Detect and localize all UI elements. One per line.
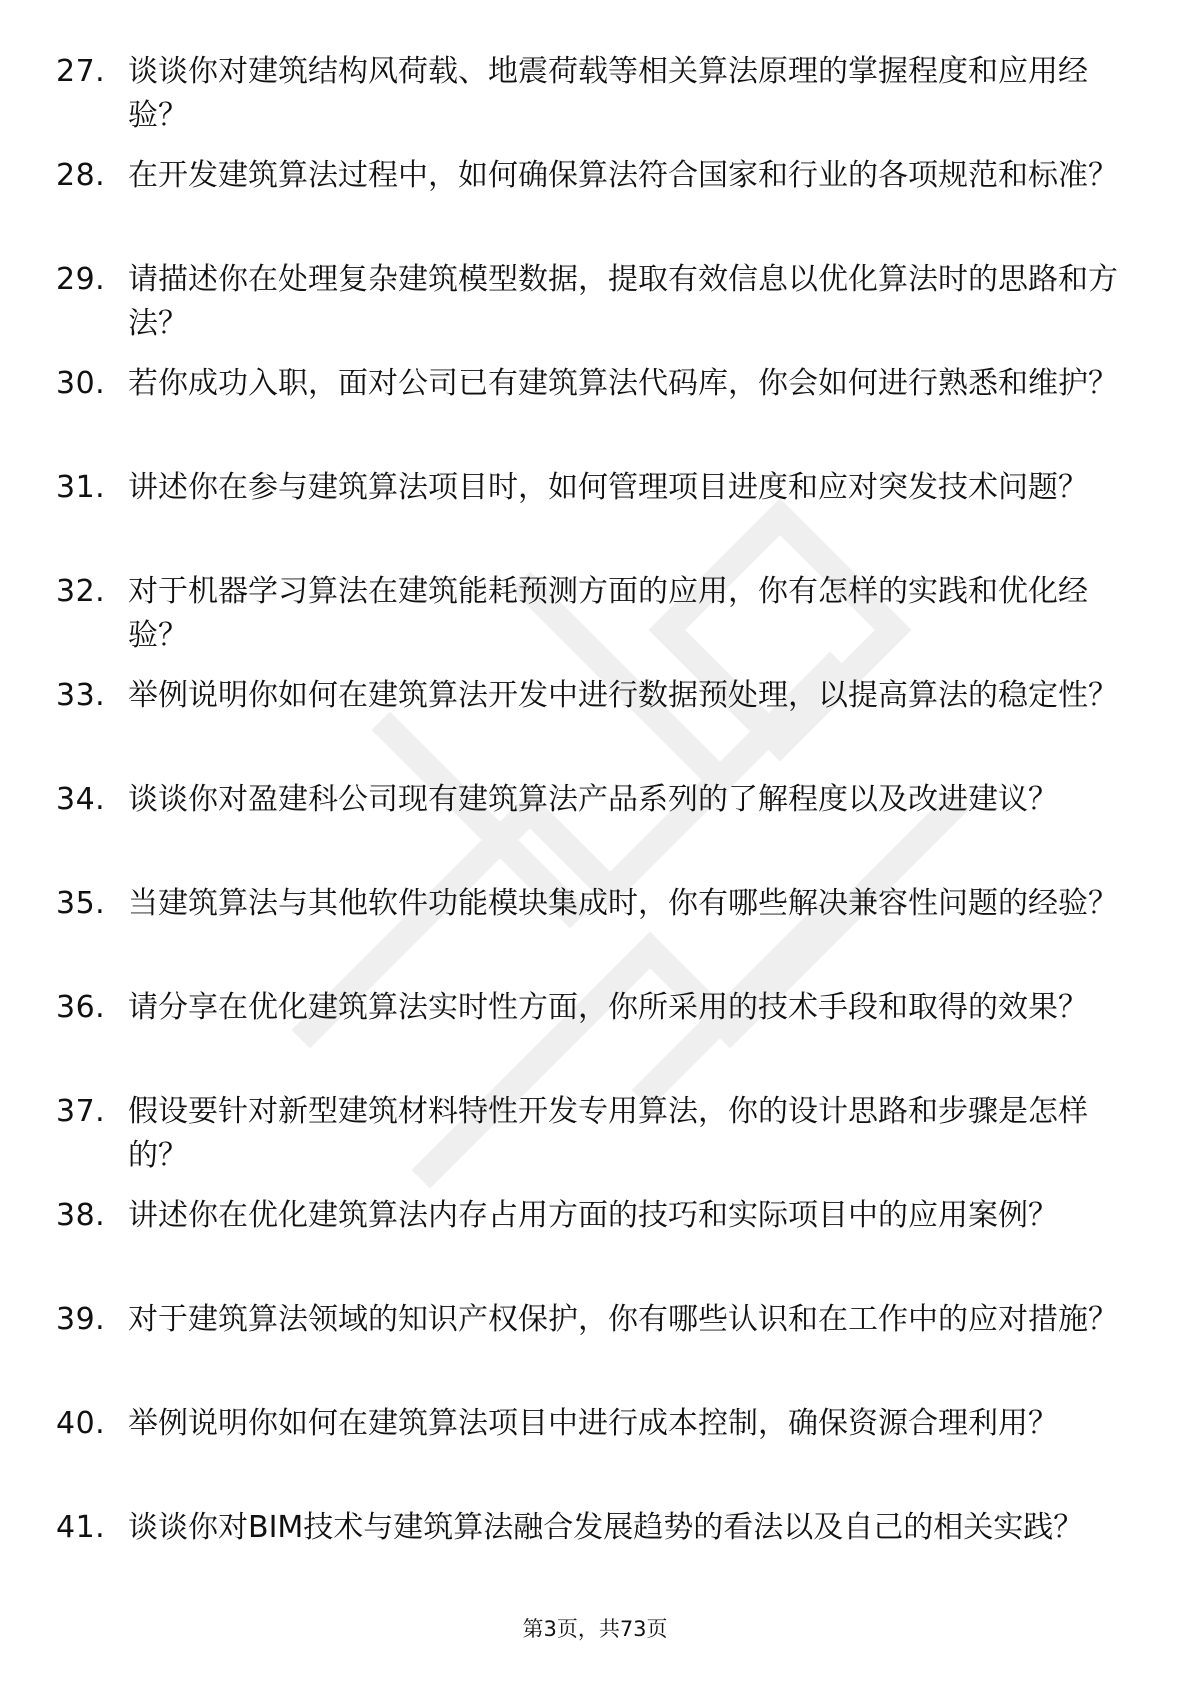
question-text: 谈谈你对BIM技术与建筑算法融合发展趋势的看法以及自己的相关实践？: [128, 1510, 1084, 1545]
question-item: [56, 466, 1126, 570]
question-number: 38.: [56, 1198, 106, 1233]
question-text: 讲述你在优化建筑算法内存占用方面的技巧和实际项目中的应用案例？: [128, 1198, 1058, 1233]
question-text: 举例说明你如何在建筑算法项目中进行成本控制，确保资源合理利用？: [128, 1406, 1058, 1441]
question-item: [56, 1506, 1126, 1610]
question-number: 37.: [56, 1094, 106, 1129]
question-number: 41.: [56, 1510, 106, 1545]
question-text: 举例说明你如何在建筑算法开发中进行数据预处理，以提高算法的稳定性？: [128, 678, 1118, 713]
question-item: [56, 258, 1126, 362]
question-item: [56, 674, 1126, 778]
question-number: 29.: [56, 262, 106, 297]
question-text: 请描述你在处理复杂建筑模型数据，提取有效信息以优化算法时的思路和方法？: [128, 262, 1118, 341]
question-number: 39.: [56, 1302, 106, 1337]
question-item: [56, 362, 1126, 466]
question-number: 31.: [56, 470, 106, 505]
question-item: [56, 986, 1126, 1090]
question-item: [56, 778, 1126, 882]
question-item: [56, 50, 1126, 154]
question-item: [56, 1194, 1126, 1298]
question-text: 对于机器学习算法在建筑能耗预测方面的应用，你有怎样的实践和优化经验？: [128, 574, 1088, 653]
question-text: 在开发建筑算法过程中，如何确保算法符合国家和行业的各项规范和标准？: [128, 158, 1118, 193]
question-item: [56, 570, 1126, 674]
question-item: [56, 1298, 1126, 1402]
question-item: [56, 1402, 1126, 1506]
question-text: 对于建筑算法领域的知识产权保护，你有哪些认识和在工作中的应对措施？: [128, 1302, 1118, 1337]
question-item: [56, 882, 1126, 986]
question-number: 35.: [56, 886, 106, 921]
question-text: 当建筑算法与其他软件功能模块集成时，你有哪些解决兼容性问题的经验？: [128, 886, 1118, 921]
question-number: 36.: [56, 990, 106, 1025]
question-text: 请分享在优化建筑算法实时性方面，你所采用的技术手段和取得的效果？: [128, 990, 1088, 1025]
question-number: 32.: [56, 574, 106, 609]
question-text: 若你成功入职，面对公司已有建筑算法代码库，你会如何进行熟悉和维护？: [128, 366, 1118, 401]
question-number: 40.: [56, 1406, 106, 1441]
question-item: [56, 1090, 1126, 1194]
question-number: 30.: [56, 366, 106, 401]
question-text: 谈谈你对盈建科公司现有建筑算法产品系列的了解程度以及改进建议？: [128, 782, 1058, 817]
page-footer: 第3页，共73页: [522, 1617, 668, 1641]
question-text: 讲述你在参与建筑算法项目时，如何管理项目进度和应对突发技术问题？: [128, 470, 1088, 505]
question-list: [56, 50, 1126, 1610]
question-item: [56, 154, 1126, 258]
question-number: 33.: [56, 678, 106, 713]
question-text: 假设要针对新型建筑材料特性开发专用算法，你的设计思路和步骤是怎样的？: [128, 1094, 1088, 1173]
question-number: 27.: [56, 54, 106, 89]
question-text: 谈谈你对建筑结构风荷载、地震荷载等相关算法原理的掌握程度和应用经验？: [128, 54, 1088, 133]
question-number: 28.: [56, 158, 106, 193]
question-number: 34.: [56, 782, 106, 817]
